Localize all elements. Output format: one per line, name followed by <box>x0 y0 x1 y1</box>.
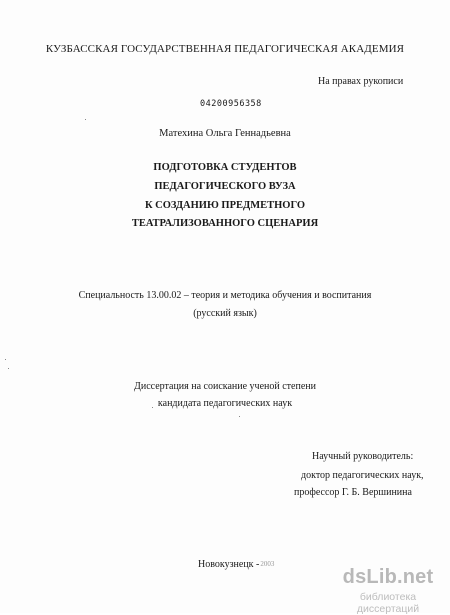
author-name: Матехина Ольга Геннадьевна <box>159 128 291 139</box>
scan-speck <box>152 407 153 408</box>
dissertation-type: Диссертация на соискание ученой степени <box>134 381 316 392</box>
scan-speck <box>8 368 9 369</box>
city-year-line <box>198 558 274 571</box>
scan-speck <box>5 359 6 360</box>
thesis-title-line: К СОЗДАНИЮ ПРЕДМЕТНОГО <box>144 200 306 211</box>
specialty-subject: (русский язык) <box>193 308 257 319</box>
institution-name: КУЗБАССКАЯ ГОСУДАРСТВЕННАЯ ПЕДАГОГИЧЕСКАЯ АКАДЕМИЯ <box>45 43 405 55</box>
thesis-title-line: ТЕАТРАЛИЗОВАННОГО СЦЕНАРИЯ <box>131 218 319 229</box>
specialty-line: Специальность 13.00.02 – теория и методика обучения и воспитания <box>78 290 372 301</box>
watermark-subtitle: библиотека диссертаций <box>356 591 420 615</box>
city-name: Новокузнецк - <box>198 559 260 570</box>
academic-degree: кандидата педагогических наук <box>157 398 293 409</box>
catalog-number-stamp: 04200956358 <box>200 99 262 109</box>
supervisor-label: Научный руководитель: <box>312 451 414 462</box>
year-faded: 2003 <box>260 560 275 568</box>
thesis-title-line: ПЕДАГОГИЧЕСКОГО ВУЗА <box>154 181 296 192</box>
scan-speck <box>239 416 240 417</box>
scan-speck <box>85 119 86 120</box>
supervisor-degree: доктор педагогических наук, <box>301 470 424 481</box>
supervisor-name: профессор Г. Б. Вершинина <box>294 487 412 498</box>
manuscript-rights-note: На правах рукописи <box>318 76 404 87</box>
watermark-logo: dsLib.net <box>342 566 434 588</box>
library-watermark <box>330 566 446 615</box>
thesis-title-line: ПОДГОТОВКА СТУДЕНТОВ <box>153 162 297 173</box>
